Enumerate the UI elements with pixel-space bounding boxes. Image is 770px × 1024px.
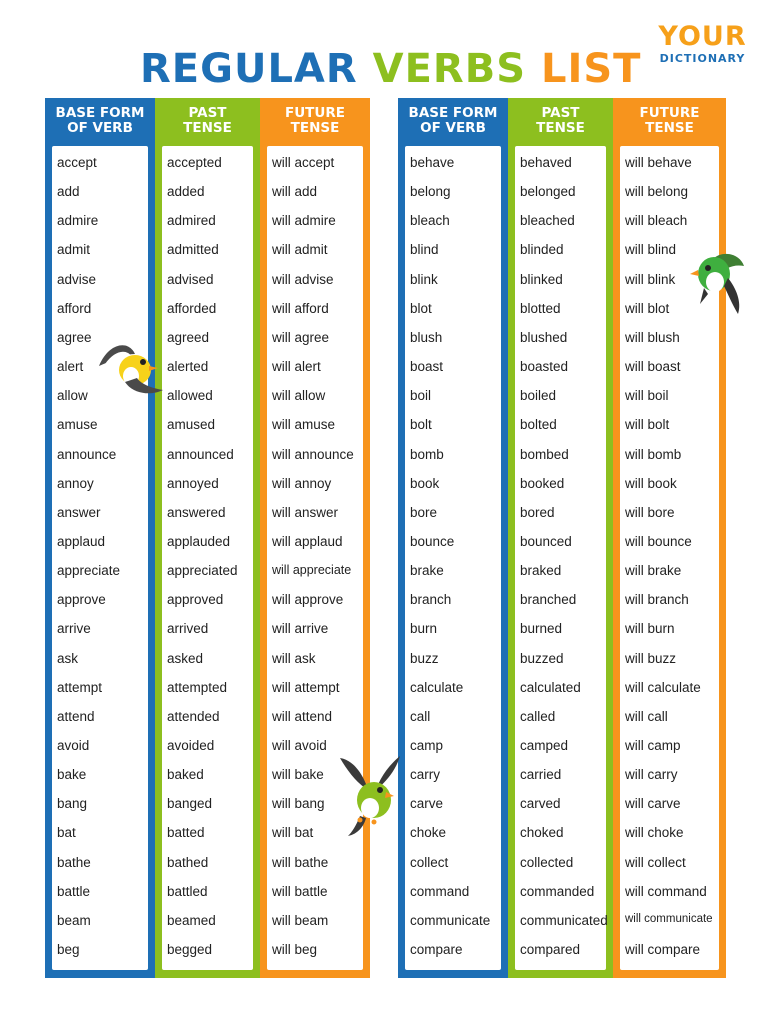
verb-cell: braked [520, 563, 562, 579]
verb-cell: collect [410, 854, 449, 870]
verb-cell: carve [410, 796, 444, 812]
verb-cell: will bake [272, 767, 324, 783]
verb-cell: boiled [520, 388, 557, 404]
verb-cell: will boil [625, 388, 669, 404]
verb-cell: banged [167, 796, 213, 812]
verb-cell: will blink [625, 271, 676, 287]
verb-cell: will burn [625, 621, 675, 637]
verb-cell: attempted [167, 679, 228, 695]
verb-cell: will blind [625, 242, 677, 258]
verb-cell: behaved [520, 155, 572, 170]
verb-cell: asked [167, 650, 204, 666]
verb-cell: baked [167, 767, 204, 783]
future-tense-header: FUTURE TENSE [285, 105, 345, 136]
verb-cell: will behave [625, 155, 692, 170]
verb-cell: annoyed [167, 475, 219, 491]
verb-cell: will call [625, 708, 668, 724]
verb-cell: will beg [272, 942, 318, 958]
verb-cell: boil [410, 388, 432, 404]
page-title [140, 46, 641, 92]
verb-cell: admire [57, 213, 99, 229]
past-tense-list [515, 146, 606, 970]
logo-top: YOUR [658, 21, 747, 52]
verb-cell: will battle [272, 883, 328, 899]
verb-cell: add [57, 184, 80, 200]
verb-cell: attend [57, 708, 95, 724]
title-regular: REGULAR [140, 46, 358, 92]
verb-cell: ask [57, 650, 79, 666]
verb-cell: battled [167, 883, 208, 899]
verb-cell: brake [410, 563, 444, 579]
verb-cell: bang [57, 796, 88, 812]
left-verb-table [45, 98, 370, 978]
verb-cell: avoid [57, 738, 90, 753]
past-tense-column [508, 98, 613, 978]
verb-cell: will admire [272, 213, 336, 229]
verb-cell: allowed [167, 388, 213, 404]
verb-cell: alerted [167, 359, 209, 375]
verb-cell: calculate [410, 679, 464, 695]
verb-cell: applauded [167, 533, 231, 549]
verb-cell: communicate [410, 912, 491, 928]
verb-cell: compare [410, 942, 463, 958]
verb-cell: accept [57, 155, 97, 170]
verb-cell: bore [410, 504, 438, 520]
verb-cell: will book [625, 475, 677, 491]
verb-cell: carried [520, 767, 562, 783]
verb-cell: will bounce [625, 533, 692, 549]
past-tense-list [162, 146, 253, 970]
verb-cell: amused [167, 417, 216, 433]
green-bird-icon [684, 248, 746, 320]
verb-cell: will boast [625, 359, 681, 375]
verb-cell: buzzed [520, 650, 564, 666]
verb-cell: will attend [272, 708, 333, 724]
verb-cell: collected [520, 854, 574, 870]
verb-cell: attended [167, 708, 220, 724]
yellow-bird-icon [95, 336, 167, 398]
verb-cell: will bang [272, 796, 325, 812]
verb-cell: blink [410, 271, 438, 287]
verb-cell: bolted [520, 417, 557, 433]
verb-cell: will avoid [272, 738, 327, 753]
verb-cell: calculated [520, 679, 581, 695]
verb-cell: command [410, 883, 470, 899]
past-tense-header: PAST TENSE [536, 105, 585, 136]
verb-cell: will ask [272, 650, 316, 666]
verb-cell: will bathe [272, 854, 329, 870]
verb-cell: branched [520, 592, 577, 608]
verb-cell: will carve [625, 796, 681, 812]
right-verb-table [398, 98, 726, 978]
base-form-column [398, 98, 508, 978]
verb-cell: amuse [57, 417, 98, 433]
verb-cell: will bomb [625, 446, 682, 462]
verb-cell: blinked [520, 271, 563, 287]
base-form-list [52, 146, 148, 970]
verb-cell: bounced [520, 533, 572, 549]
verb-cell: agree [57, 329, 92, 345]
verb-cell: will blot [625, 300, 670, 316]
verb-cell: will compare [625, 942, 701, 958]
verb-cell: will alert [272, 359, 321, 375]
verb-cell: bomb [410, 446, 444, 462]
logo-bottom: DICTIONARY [659, 52, 746, 65]
verb-cell: blushed [520, 329, 568, 345]
verb-cell: advise [57, 271, 97, 287]
verb-cell: will advise [272, 271, 334, 287]
verb-cell: beam [57, 912, 91, 928]
verb-cell: will beam [272, 912, 329, 928]
verb-cell: beg [57, 942, 80, 958]
verb-cell: beamed [167, 912, 216, 928]
verb-cell: carved [520, 796, 561, 812]
verb-cell: boasted [520, 359, 569, 375]
verb-cell: will blush [625, 329, 680, 345]
verb-cell: admitted [167, 242, 219, 258]
verb-cell: blind [410, 242, 439, 258]
verb-cell: will collect [625, 854, 686, 870]
verb-cell: advised [167, 271, 214, 287]
base-form-header: BASE FORM OF VERB [55, 105, 145, 136]
verb-cell: choke [410, 825, 447, 841]
verb-cell: will bleach [625, 213, 688, 229]
verb-cell: begged [167, 942, 213, 958]
base-form-list [405, 146, 501, 970]
verb-cell: behave [410, 155, 455, 170]
verb-cell: arrive [57, 621, 91, 637]
verb-cell: will choke [625, 825, 684, 841]
verb-cell: attempt [57, 679, 103, 695]
verb-cell: booked [520, 475, 565, 491]
past-tense-header: PAST TENSE [183, 105, 232, 136]
verb-cell: camped [520, 738, 569, 753]
verb-cell: compared [520, 942, 581, 958]
verb-cell: will calculate [625, 679, 701, 695]
future-tense-column [260, 98, 370, 978]
verb-cell: camp [410, 738, 444, 753]
verb-cell: bathed [167, 854, 209, 870]
verb-cell: communicated [520, 912, 608, 928]
verb-cell: will accept [272, 155, 335, 170]
verb-cell: will bore [625, 504, 675, 520]
verb-cell: boast [410, 359, 444, 375]
verb-cell: will approve [272, 592, 344, 608]
verb-cell: appreciated [167, 563, 238, 579]
verb-cell: approved [167, 592, 224, 608]
future-tense-column [613, 98, 726, 978]
verb-cell: will agree [272, 329, 330, 345]
verb-cell: will communicate [625, 912, 713, 925]
verb-cell: blinded [520, 242, 564, 258]
verb-cell: accepted [167, 155, 222, 170]
verb-cell: burn [410, 621, 438, 637]
verb-cell: bake [57, 767, 87, 783]
verb-cell: will annoy [272, 475, 332, 491]
verb-cell: book [410, 475, 440, 491]
verb-cell: admired [167, 213, 216, 229]
future-tense-header: FUTURE TENSE [639, 105, 700, 136]
verb-cell: will bolt [625, 417, 670, 433]
verb-cell: call [410, 708, 431, 724]
verb-cell: branch [410, 592, 452, 608]
verb-cell: afford [57, 300, 92, 316]
verb-cell: announce [57, 446, 117, 462]
title-verbs: VERBS [372, 46, 527, 92]
verb-cell: applaud [57, 533, 106, 549]
verb-cell: will afford [272, 300, 329, 316]
verb-cell: answer [57, 504, 101, 520]
verb-cell: allow [57, 388, 88, 404]
verb-cell: will attempt [272, 679, 340, 695]
verb-cell: belonged [520, 184, 576, 200]
verb-cell: will carry [625, 767, 678, 783]
verb-cell: arrived [167, 621, 209, 637]
verb-cell: will branch [625, 592, 689, 608]
verb-cell: carry [410, 767, 440, 783]
verb-cell: bathe [57, 854, 91, 870]
verb-cell: alert [57, 359, 84, 375]
verb-cell: commanded [520, 883, 595, 899]
verb-cell: approve [57, 592, 106, 608]
green-bird-icon [334, 750, 410, 838]
verb-cell: will applaud [272, 533, 343, 549]
verb-cell: appreciate [57, 563, 121, 579]
base-form-column [45, 98, 155, 978]
verb-cell: added [167, 184, 205, 200]
verb-cell: will amuse [272, 417, 336, 433]
verb-cell: will belong [625, 184, 689, 200]
verb-cell: answered [167, 504, 226, 520]
verb-cell: blush [410, 329, 443, 345]
verb-cell: called [520, 708, 556, 724]
your-dictionary-logo [655, 22, 750, 70]
verb-cell: batted [167, 825, 205, 841]
title-list: LIST [540, 46, 642, 92]
verb-cell: blot [410, 300, 432, 316]
verb-cell: burned [520, 621, 563, 637]
verb-cell: will arrive [272, 621, 329, 637]
verb-cell: bounce [410, 533, 455, 549]
past-tense-column [155, 98, 260, 978]
verb-cell: agreed [167, 329, 210, 345]
base-form-header: BASE FORM OF VERB [408, 105, 498, 136]
verb-cell: annoy [57, 475, 94, 491]
verb-cell: bat [57, 825, 76, 841]
verb-cell: admit [57, 242, 91, 258]
verb-cell: bombed [520, 446, 569, 462]
verb-cell: will bat [272, 825, 314, 841]
verb-cell: will command [625, 883, 707, 899]
verb-cell: will brake [625, 563, 682, 579]
verb-cell: announced [167, 446, 234, 462]
verb-cell: will appreciate [272, 563, 352, 578]
verb-cell: afforded [167, 300, 217, 316]
verb-cell: will allow [272, 388, 326, 404]
verb-cell: will announce [272, 446, 354, 462]
verb-cell: will answer [272, 504, 339, 520]
verb-cell: will add [272, 184, 318, 200]
verb-cell: bolt [410, 417, 432, 433]
verb-cell: blotted [520, 300, 561, 316]
verb-cell: choked [520, 825, 564, 841]
future-tense-list [267, 146, 363, 970]
verb-cell: battle [57, 883, 91, 899]
verb-cell: bleach [410, 213, 450, 229]
verb-cell: bleached [520, 213, 575, 229]
verb-cell: will admit [272, 242, 328, 258]
verb-cell: avoided [167, 738, 215, 753]
verb-cell: buzz [410, 650, 439, 666]
verb-cell: bored [520, 504, 555, 520]
verb-cell: will buzz [625, 650, 677, 666]
verb-cell: belong [410, 184, 451, 200]
verb-cell: will camp [625, 738, 681, 753]
